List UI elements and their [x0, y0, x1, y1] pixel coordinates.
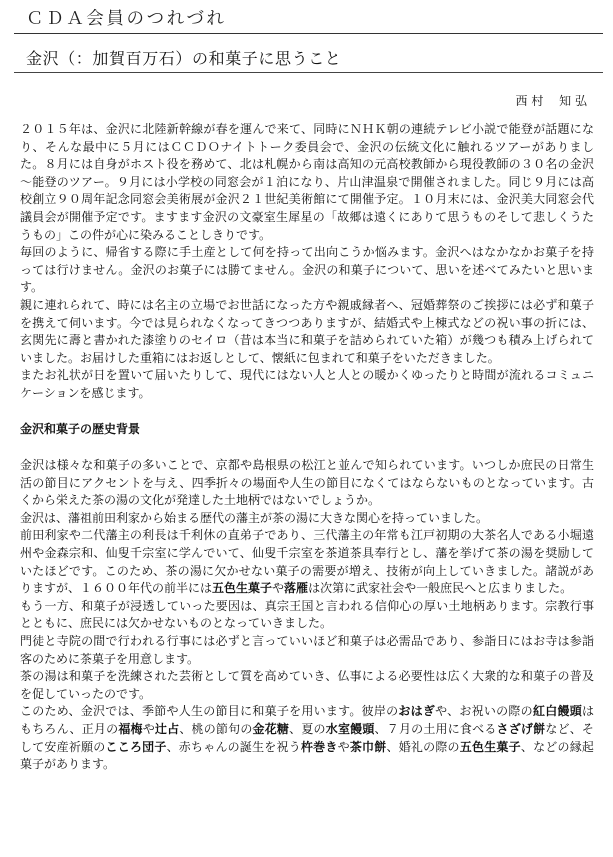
text-run: や	[337, 739, 350, 754]
text-run: は次第に武家社会や一般庶民へと広まりました。	[308, 581, 573, 596]
text-run: 、婚礼の際の	[386, 739, 460, 754]
text-run: 、などの縁起菓子があります。	[20, 739, 594, 772]
paragraph	[20, 510, 594, 528]
paragraph	[20, 668, 594, 703]
paragraph	[20, 457, 594, 510]
text-run: 、赤ちゃんの誕生を祝う	[166, 739, 301, 754]
text-run: など、そして安産祈願の	[20, 722, 594, 754]
bold-term: 杵巻き	[300, 739, 338, 754]
bold-term: 五色生菓子	[212, 581, 273, 596]
article-body	[20, 121, 594, 774]
text-run: 、夏の	[289, 722, 326, 736]
paragraph	[20, 703, 594, 773]
paragraph: ２０１５年は、金沢に北陸新幹線が春を運んで来て、同時にＮＨＫ朝の連続テレビ小説で能登が話題になり、そんな最中に５月にはＣＣＤＯナイトトーク委員会で、金沢の伝統文化に触れるツアーがありました。８月には自身がホスト役を務めて、北は札幌から南は高知の元高校教師から現役教師の３０名の金沢～能登のツアー。９月には小学校の同窓会が１泊になり、片山津温泉で開催されました。同じ９月には高校創立９０周年記念同窓会美術展が金沢２１世紀美術館にて開催予定。１０月末には、金沢美大同窓会代議員会が開催予定です。ますます金沢の文豪室生犀星の「故郷は遠くにありて思うものそして悲しくうたうもの」この件が心に染みることしきりです。	[20, 122, 594, 242]
paragraph	[20, 598, 594, 633]
paragraph: またお礼状が日を置いて届いたりして、現代にはない人と人との暖かくゆったりと時間が流れるコミュニケーションを感じます。	[20, 368, 594, 400]
text-run: 前田利家や二代藩主の利長は千利休の直弟子であり、三代藩主の年常も江戸初期の大茶名人である小堀遠州や金森宗和、仙叟千宗室に学んでいて、仙叟千宗室を茶道茶具奉行とし、藩を挙げて茶の湯を奨励していたほどです。このため、茶の湯に欠かせない菓子の需要が増え、技術が向上していきました。諸説がありますが、１６００年代の前半には	[20, 528, 594, 596]
text-run: 門徒と寺院の間で行われる行事には必ずと言っていいほど和菓子は必需品であり、参詣日にはお寺は参詣客のために茶菓子を用意します。	[20, 634, 594, 666]
bold-term: 茶巾餅	[349, 739, 387, 754]
header-divider	[14, 33, 603, 34]
paragraph	[20, 527, 594, 597]
article-title: 金沢（：加賀百万石）の和菓子に思うこと	[26, 49, 342, 68]
bold-term: 落雁	[284, 581, 309, 596]
text-run: はもちろん、正月の	[20, 704, 594, 736]
paragraph: 親に連れられて、時には名主の立場でお世話になった方や親戚縁者へ、冠婚葬祭のご挨拶には必ず和菓子を携えて伺います。今では見られなくなってきつつありますが、結婚式や上棟式などの祝い事の折には、玄関先に壽と書かれた漆塗りのセイロ（昔は本当に和菓子を詰められていた箱）が幾つも積み上げられていました。お届けした重箱にはお返しとして、懐紙に包まれて和菓子をいただきました。	[20, 297, 594, 365]
text-run: このため、金沢では、季節や人生の節目に和菓子を用います。彼岸の	[20, 704, 399, 719]
paragraph	[20, 633, 594, 668]
series-title: ＣＤＡ会員のつれづれ	[26, 9, 227, 29]
bold-term: 五色生菓子	[459, 739, 521, 754]
text-run: や	[142, 722, 155, 736]
bold-term: 水室饅頭	[325, 722, 375, 736]
author-name: 西 村 知 弘	[515, 94, 587, 108]
bold-term: おはぎ	[398, 704, 436, 719]
bold-term: 金花糖	[252, 722, 290, 736]
paragraph: 毎回のように、帰省する際に手土産として何を持って出向こうか悩みます。金沢へはなかなかお菓子を持っては行けません。金沢のお菓子には勝てません。金沢の和菓子について、思いを述べてみたいと思います。	[20, 245, 594, 295]
title-divider	[14, 72, 603, 73]
text-run: 金沢は様々な和菓子の多いことで、京都や島根県の松江と並んで知られています。いつしか庶民の日常生活の節目にアクセントを与え、四季折々の場面や人生の節目になくてはならないものとなっています。古くから栄えた茶の湯の文化が発達した土地柄ではないでしょうか。	[20, 458, 594, 508]
text-run: や	[272, 581, 285, 596]
bold-term: 紅白饅頭	[532, 704, 582, 719]
text-run: や、お祝いの際の	[435, 704, 533, 719]
text-run: 、７月の土用に食べる	[374, 722, 497, 736]
intro-section	[20, 121, 594, 403]
text-run: 茶の湯は和菓子を洗練された芸術として質を高めていき、仏事による必要性は広く大衆的な和菓子の普及を促していったのです。	[20, 669, 594, 701]
section-heading: 金沢和菓子の歴史背景	[20, 421, 141, 436]
history-section	[20, 457, 594, 774]
bold-term: さざげ餅	[496, 722, 546, 736]
bold-term: こころ団子	[105, 739, 167, 754]
text-run: 金沢は、藩祖前田利家から始まる歴代の藩主が茶の湯に大きな関心を持っていました。	[20, 510, 489, 525]
bold-term: 辻占	[154, 722, 180, 736]
bold-term: 福梅	[118, 722, 143, 736]
text-run: 、桃の節句の	[179, 722, 253, 736]
text-run: もう一方、和菓子が浸透していった要因は、真宗王国と言われる信仰心の厚い土地柄あります。宗教行事とともに、庶民には欠かせないものとなっていきました。	[20, 598, 594, 631]
